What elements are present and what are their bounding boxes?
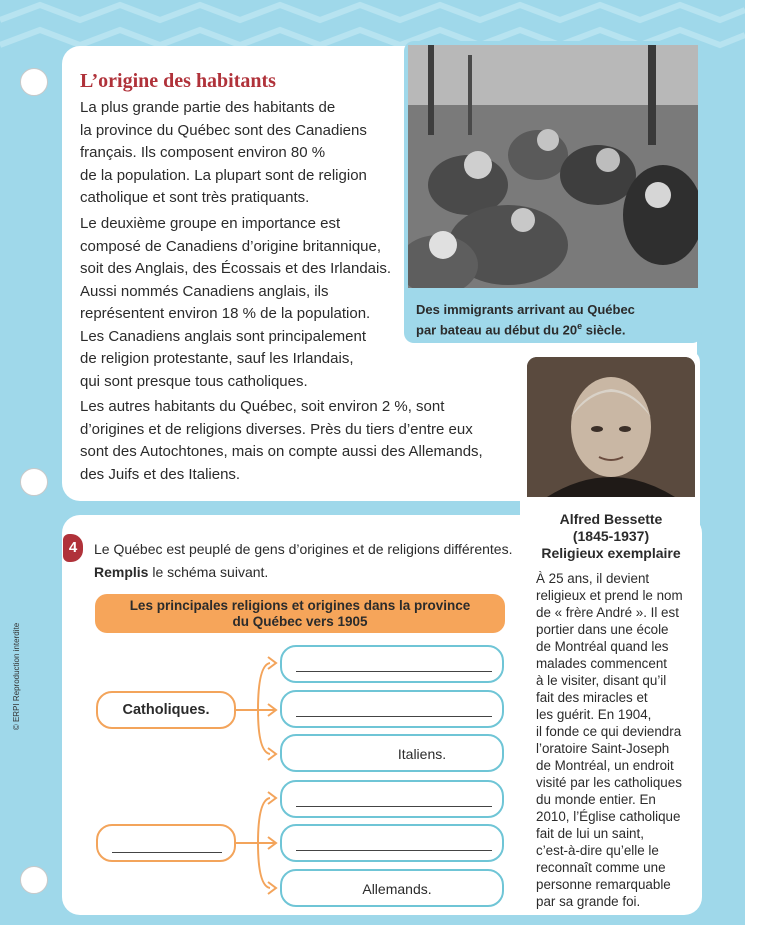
- answer-blank[interactable]: [296, 850, 492, 851]
- connector-line: [258, 843, 270, 888]
- answer-label: Allemands.: [362, 881, 432, 897]
- bio-line: À 25 ans, il devient: [536, 571, 650, 586]
- bio-line: reconnaît comme une: [536, 860, 666, 875]
- bio-line: visité par les catholiques: [536, 775, 682, 790]
- root-label: Catholiques.: [122, 702, 210, 718]
- text-line: des Juifs et des Italiens.: [80, 465, 241, 483]
- answer-blank[interactable]: [296, 671, 492, 672]
- caption-line: Des immigrants arrivant au Québec: [416, 302, 635, 317]
- text-line: Les autres habitants du Québec, soit environ 2 %, sont: [80, 398, 445, 415]
- connector-line: [258, 798, 270, 843]
- bio-line: fait des miracles et: [536, 690, 648, 705]
- answer-box[interactable]: [280, 645, 504, 683]
- text-line: de la population. La plupart sont de religion: [80, 166, 367, 184]
- bio-line: portier dans une école: [536, 622, 669, 637]
- answer-box-allemands: [280, 869, 504, 907]
- question-line: Le Québec est peuplé de gens d’origines et de religions différentes.: [94, 541, 513, 557]
- bio-line: de « frère André ». Il est: [536, 605, 679, 620]
- bio-name: Alfred Bessette: [559, 511, 663, 527]
- bio-line: personne remarquable: [536, 877, 671, 892]
- schema-title-line: Les principales religions et origines dans la province: [129, 598, 471, 613]
- answer-label: Italiens.: [397, 746, 447, 762]
- answer-box-italiens: [280, 734, 504, 772]
- text-line: sont des Autochtones, mais on compte aussi des Allemands,: [80, 443, 483, 460]
- text-line: La plus grande partie des habitants de: [80, 99, 336, 116]
- bio-line: du monde entier. En: [536, 792, 656, 807]
- caption-superscript: e: [577, 321, 583, 331]
- text-line: Le deuxième groupe en importance est: [80, 215, 341, 232]
- text-line: la province du Québec sont des Canadiens: [80, 121, 367, 139]
- schema-root-catholics: [96, 691, 236, 729]
- text-line: Aussi nommés Canadiens anglais, ils: [80, 282, 329, 300]
- answer-box[interactable]: [280, 824, 504, 862]
- connector-line: [258, 710, 270, 754]
- text-line: composé de Canadiens d’origine britannique,: [80, 237, 382, 255]
- bio-line: fait de lui un saint,: [536, 826, 644, 841]
- section-title: L’origine des habitants: [80, 70, 276, 92]
- bio-line: par sa grande foi.: [536, 894, 641, 909]
- text-line: soit des Anglais, des Écossais et des Irlandais.: [80, 260, 392, 277]
- bio-role: Religieux exemplaire: [541, 545, 681, 561]
- text-line: Les Canadiens anglais sont principalement: [80, 327, 367, 345]
- bio-line: il fonde ce qui deviendra: [536, 724, 682, 739]
- bio-line: religieux et prend le nom: [536, 588, 683, 603]
- bio-line: malades commencent: [536, 656, 667, 671]
- bio-line: c’est-à-dire qu’elle le: [536, 843, 659, 858]
- bio-line: de Montréal quand les: [536, 639, 669, 654]
- answer-box[interactable]: [280, 690, 504, 728]
- copyright-notice: © ERPI Reproduction interdite: [12, 622, 22, 731]
- answer-box[interactable]: [280, 780, 504, 818]
- bio-line: à le visiter, disant qu’il: [536, 673, 667, 688]
- text-line: qui sont presque tous catholiques.: [80, 372, 308, 390]
- bio-line: de Montréal, un endroit: [536, 758, 674, 773]
- text-line: français. Ils composent environ 80 %: [80, 144, 326, 161]
- caption-text: par bateau au début du 20: [416, 322, 578, 338]
- bio-line: les guérit. En 1904,: [536, 707, 652, 722]
- text-line: d’origines et de religions diverses. Près du tiers d’entre eux: [80, 420, 473, 438]
- bio-line: 2010, l’Église catholique: [536, 809, 681, 824]
- text-line: de religion protestante, sauf les Irlandais,: [80, 350, 354, 367]
- caption-text: siècle.: [582, 322, 626, 338]
- answer-blank[interactable]: [112, 852, 222, 853]
- question-text: le schéma suivant.: [148, 563, 269, 580]
- text-line: représentent environ 18 % de la population.: [80, 305, 371, 322]
- bio-line: l’oratoire Saint-Joseph: [536, 741, 670, 756]
- schema-title-line: du Québec vers 1905: [232, 614, 368, 629]
- schema-root-blank[interactable]: [96, 824, 236, 862]
- answer-blank[interactable]: [296, 806, 492, 807]
- bio-dates: (1845-1937): [572, 528, 650, 544]
- question-verb: Remplis: [94, 563, 149, 580]
- text-line: catholique et sont très pratiquants.: [80, 189, 310, 206]
- connector-line: [258, 663, 270, 710]
- question-number-badge: 4: [63, 534, 83, 562]
- answer-blank[interactable]: [296, 716, 492, 717]
